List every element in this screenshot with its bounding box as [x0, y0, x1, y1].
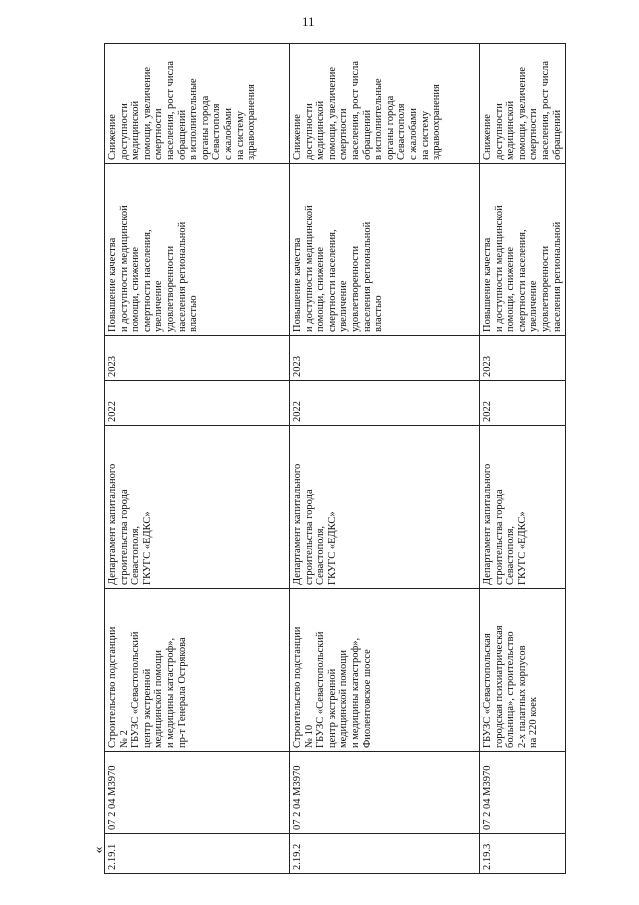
non-implementation-consequences-cell: Снижение доступности медицинской помощи, увеличение смертности населения, рост числа обращений в исполнительные органы города Севастополя с жалобами на систему здравоохранения: [290, 44, 480, 164]
program-measures-table: [104, 43, 566, 874]
non-implementation-consequences-cell: Снижение доступности медицинской помощи, увеличение смертности населения, рост числа обращений: [480, 44, 566, 164]
start-year-cell: 2022: [480, 381, 566, 426]
object-name-cell: Строительство подстанции № 10 ГБУЗС «Севастопольский центр экстренной медицинской помощи и медицины катастроф», Фиолентовское шоссе: [290, 589, 480, 752]
start-year-cell: 2022: [290, 381, 480, 426]
table-row: [290, 44, 480, 874]
measure-number-cell: 2.19.3: [480, 834, 566, 874]
rotated-table-container: [104, 44, 563, 874]
expected-result-cell: Повышение качества и доступности медицинской помощи, снижение смертности населения, увеличение удовлетворенности населения региональной: [480, 164, 566, 336]
end-year-cell: 2023: [290, 336, 480, 381]
executor-cell: Департамент капитального строительства города Севастополя, ГКУГС «ЕДКС»: [480, 426, 566, 589]
object-name-cell: ГБУЗС «Севастопольская городская психиатрическая больница», строительство 2-х палатных корпусов на 220 коек: [480, 589, 566, 752]
executor-cell: Департамент капитального строительства города Севастополя, ГКУГС «ЕДКС»: [105, 426, 290, 589]
expected-result-cell: Повышение качества и доступности медицинской помощи, снижение смертности населения, увеличение удовлетворенности населения региональной властью: [105, 164, 290, 336]
object-name-cell: Строительство подстанции № 2 ГБУЗС «Севастопольский центр экстренной медицинской помощи и медицины катастроф», пр-т Генерала Острякова: [105, 589, 290, 752]
non-implementation-consequences-cell: Снижение доступности медицинской помощи, увеличение смертности населения, рост числа обращений в исполнительные органы города Севастополя с жалобами на систему здравоохранения: [105, 44, 290, 164]
table-row: [105, 44, 290, 874]
end-year-cell: 2023: [105, 336, 290, 381]
budget-code-cell: 07 2 04 М3970: [290, 752, 480, 834]
measure-number-cell: 2.19.2: [290, 834, 480, 874]
end-year-cell: 2023: [480, 336, 566, 381]
table-row: [480, 44, 566, 874]
budget-code-cell: 07 2 04 М3970: [480, 752, 566, 834]
measure-number-cell: 2.19.1: [105, 834, 290, 874]
start-year-cell: 2022: [105, 381, 290, 426]
budget-code-cell: 07 2 04 М3970: [105, 752, 290, 834]
executor-cell: Департамент капитального строительства города Севастополя, ГКУГС «ЕДКС»: [290, 426, 480, 589]
leading-quote-mark: «: [91, 846, 107, 854]
expected-result-cell: Повышение качества и доступности медицинской помощи, снижение смертности населения, увеличение удовлетворенности населения региональной властью: [290, 164, 480, 336]
page-number: 11: [302, 14, 315, 29]
